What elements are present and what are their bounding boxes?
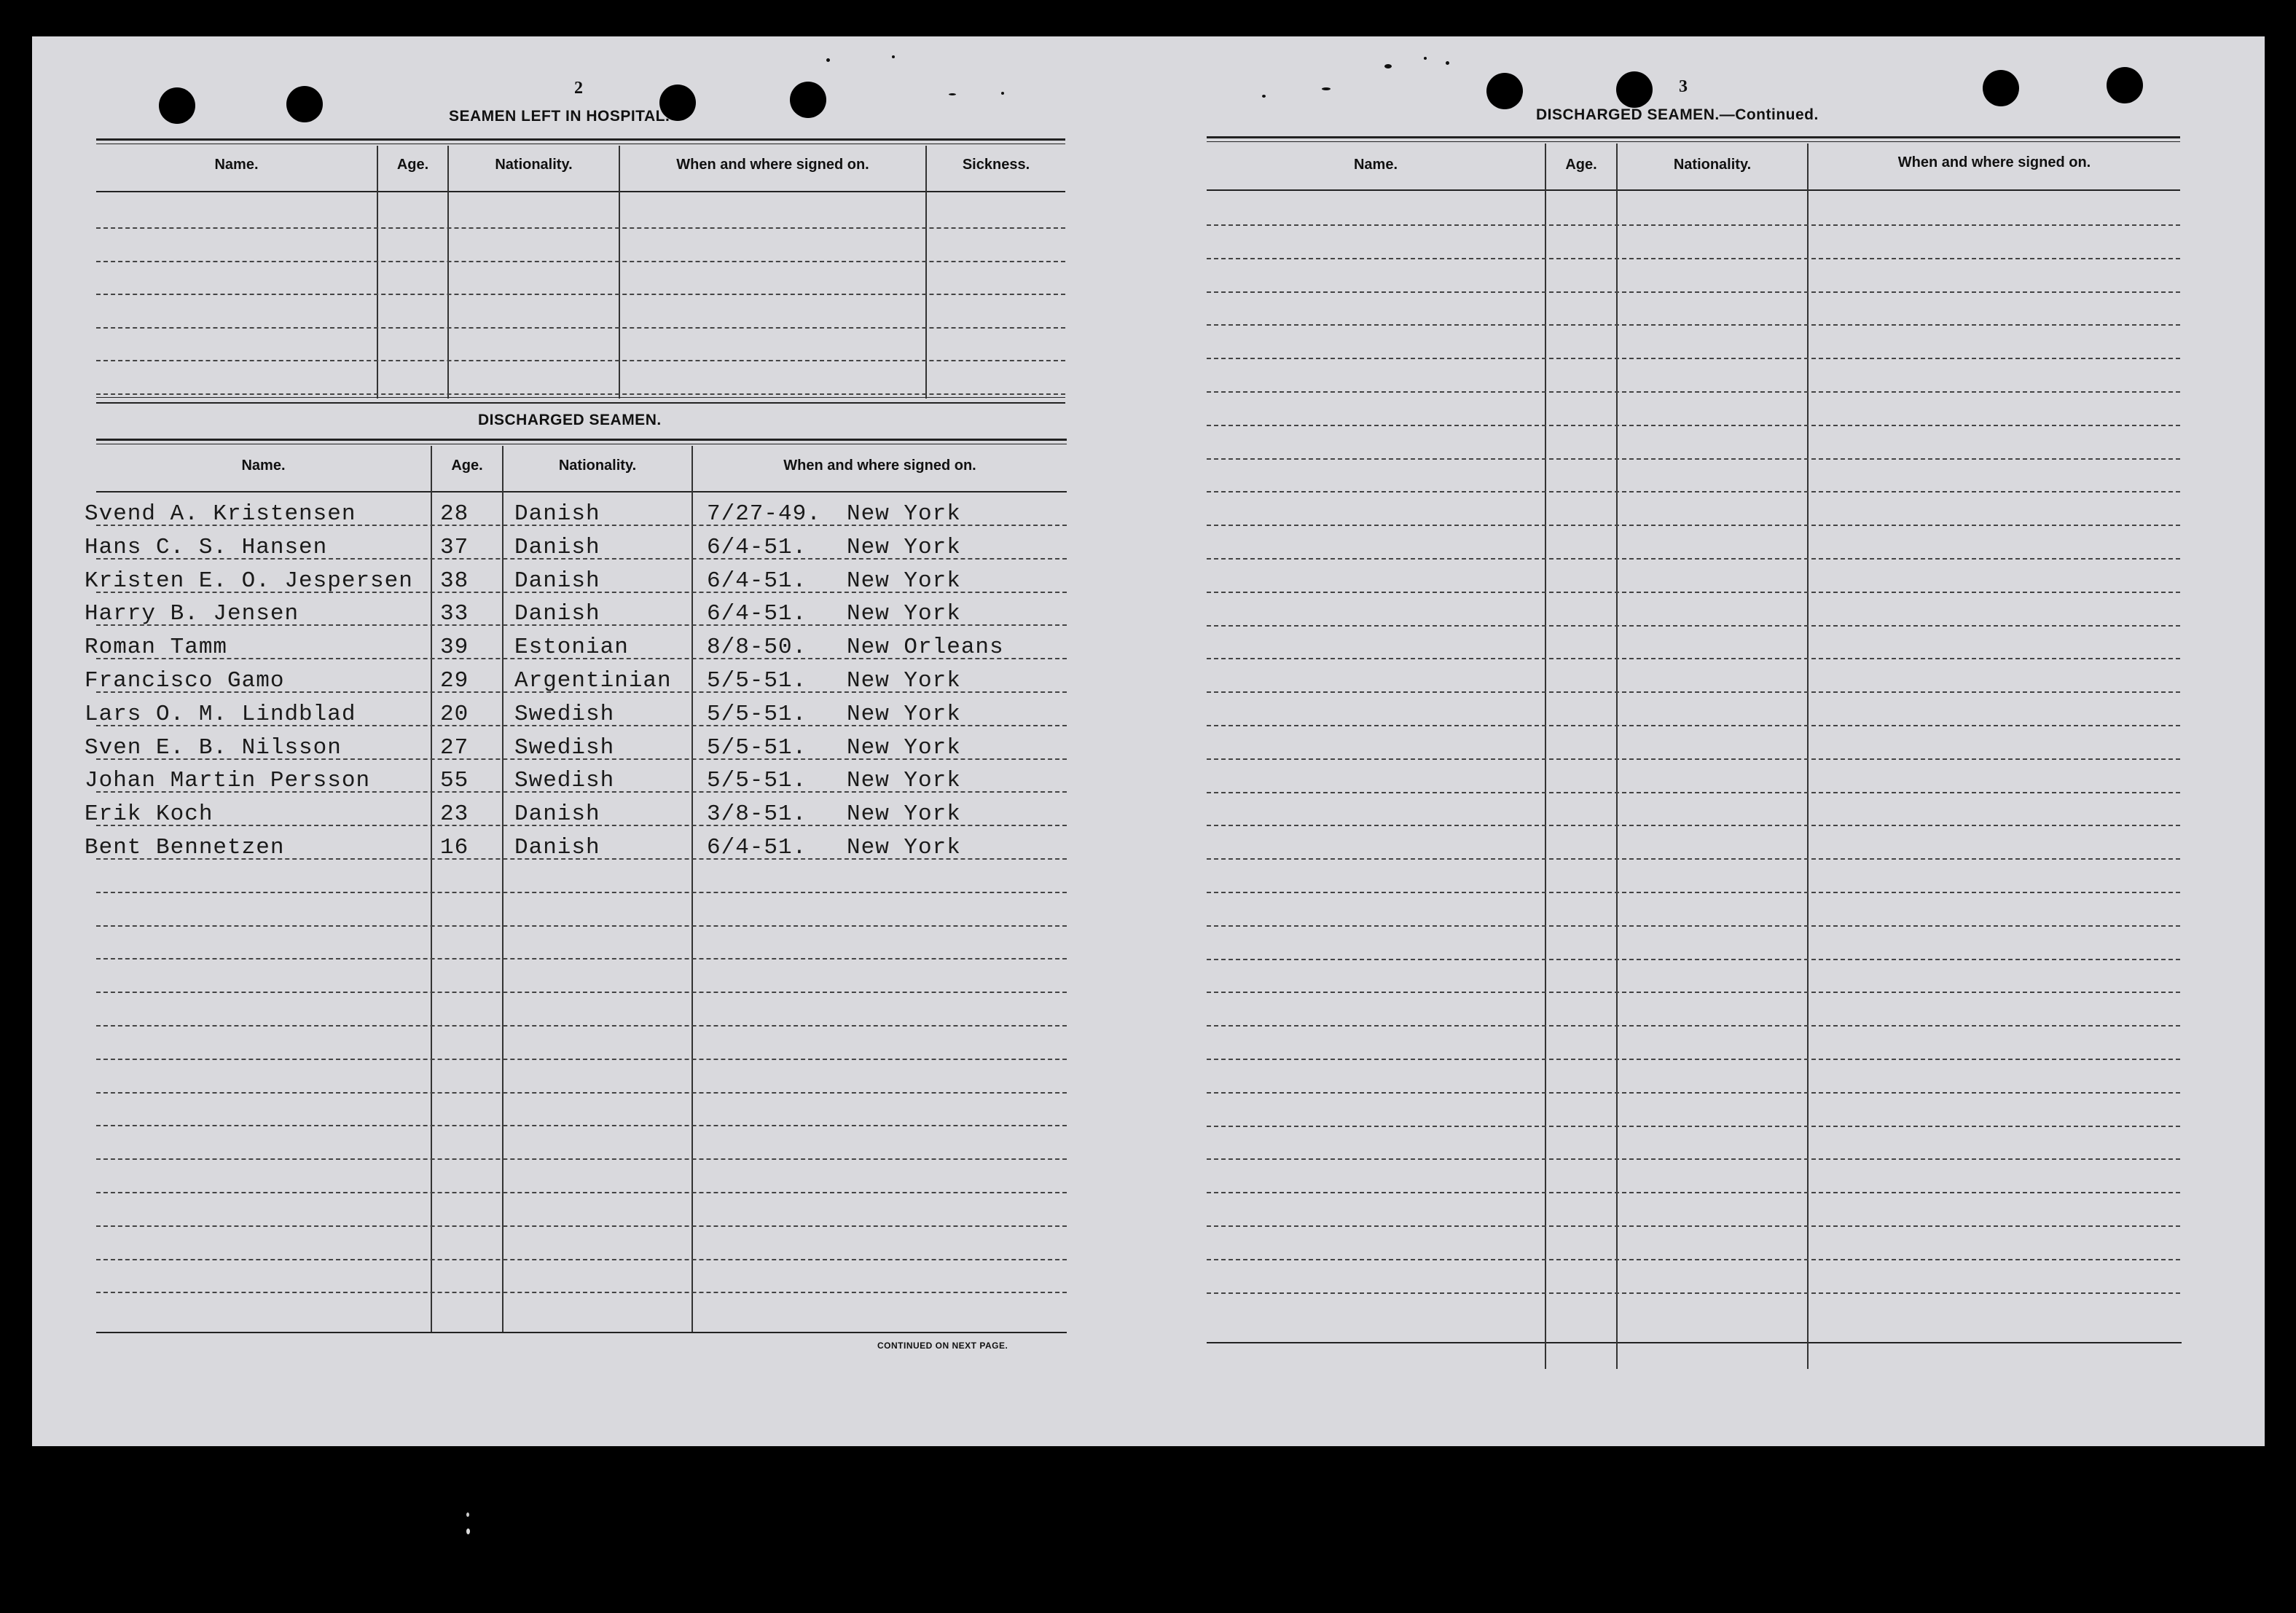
row-line — [1207, 458, 2180, 460]
row-line — [96, 327, 1065, 329]
seaman-name: Harry B. Jensen — [85, 601, 299, 627]
seaman-name: Lars O. M. Lindblad — [85, 701, 356, 727]
seaman-name: Sven E. B. Nilsson — [85, 734, 342, 761]
punch-hole — [1616, 71, 1653, 108]
punch-hole — [2107, 67, 2143, 103]
row-line — [96, 1259, 1067, 1260]
seaman-signed-date: 5/5-51. — [707, 734, 807, 761]
seaman-signed-place: New York — [847, 734, 961, 761]
seaman-age: 55 — [440, 768, 469, 794]
speck — [1322, 87, 1331, 90]
seaman-age: 23 — [440, 801, 469, 828]
row-line — [1207, 725, 2180, 726]
document-sheet — [32, 36, 2265, 1446]
seaman-nationality: Swedish — [514, 734, 615, 761]
seaman-name: Francisco Gamo — [85, 668, 285, 694]
row-line — [96, 1092, 1067, 1094]
row-line — [1207, 658, 2180, 659]
speck — [466, 1512, 469, 1517]
discharged-section-title: DISCHARGED SEAMEN. — [478, 412, 662, 428]
seaman-signed-place: New York — [847, 701, 961, 727]
row-line — [1207, 1192, 2180, 1193]
seaman-signed-date: 6/4-51. — [707, 835, 807, 860]
column-header-nationality: Nationality. — [558, 458, 637, 474]
row-line — [1207, 825, 2180, 826]
seaman-nationality: Argentinian — [514, 668, 672, 694]
seaman-signed-date: 6/4-51. — [707, 601, 807, 627]
seaman-age: 37 — [440, 534, 469, 560]
column-header-name: Name. — [214, 157, 259, 173]
seaman-nationality: Danish — [514, 601, 600, 627]
column-header-nationality: Nationality. — [1673, 157, 1752, 173]
seaman-signed-date: 3/8-51. — [707, 801, 807, 828]
row-line — [1207, 1225, 2180, 1227]
seaman-signed-date: 6/4-51. — [707, 534, 807, 560]
row-line — [1207, 224, 2180, 226]
hospital-section-title: SEAMEN LEFT IN HOSPITAL. — [449, 108, 670, 125]
seaman-age: 38 — [440, 568, 469, 594]
punch-hole — [159, 87, 195, 124]
row-line — [1207, 291, 2180, 293]
seaman-name: Kristen E. O. Jespersen — [85, 568, 413, 594]
row-line — [1207, 892, 2180, 893]
column-divider — [691, 446, 693, 1332]
speck — [826, 58, 830, 62]
rule — [1207, 1342, 2182, 1343]
row-line — [96, 294, 1065, 295]
seaman-signed-place: New York — [847, 601, 961, 627]
seaman-signed-date: 8/8-50. — [707, 635, 807, 661]
row-line — [96, 1059, 1067, 1060]
row-line — [1207, 1092, 2180, 1094]
row-line — [1207, 1025, 2180, 1027]
seaman-age: 33 — [440, 601, 469, 627]
seaman-signed-place: New York — [847, 568, 961, 594]
row-line — [1207, 992, 2180, 993]
row-line — [1207, 558, 2180, 560]
row-line — [1207, 959, 2180, 960]
row-line — [1207, 1259, 2180, 1260]
row-line — [1207, 592, 2180, 593]
seaman-nationality: Danish — [514, 534, 600, 560]
seaman-nationality: Estonian — [514, 635, 629, 661]
rule — [96, 402, 1065, 404]
rule — [96, 138, 1065, 141]
rule — [96, 491, 1067, 492]
row-line — [1207, 358, 2180, 359]
row-line — [1207, 758, 2180, 760]
seaman-age: 20 — [440, 701, 469, 727]
row-line — [1207, 491, 2180, 492]
seaman-age: 16 — [440, 835, 469, 860]
column-divider — [431, 446, 432, 1332]
seaman-signed-date: 5/5-51. — [707, 668, 807, 694]
seaman-signed-date: 6/4-51. — [707, 568, 807, 594]
seaman-nationality: Danish — [514, 501, 600, 527]
row-line — [96, 1192, 1067, 1193]
speck — [1446, 61, 1449, 65]
row-line — [96, 958, 1067, 959]
row-line — [1207, 1292, 2180, 1294]
row-line — [96, 992, 1067, 993]
rule — [1207, 141, 2180, 142]
seaman-name: Bent Bennetzen — [85, 835, 285, 860]
speck — [949, 93, 956, 95]
column-header-age: Age. — [1565, 157, 1597, 173]
speck — [1424, 57, 1427, 60]
row-line — [96, 1158, 1067, 1160]
rule — [96, 1332, 1067, 1333]
row-line — [1207, 324, 2180, 326]
seaman-signed-place: New York — [847, 768, 961, 794]
row-line — [1207, 525, 2180, 526]
row-line — [1207, 425, 2180, 426]
punch-hole — [790, 82, 826, 118]
seaman-name: Hans C. S. Hansen — [85, 534, 328, 560]
row-line — [1207, 625, 2180, 627]
speck — [1001, 92, 1004, 95]
speck — [466, 1528, 470, 1534]
seaman-signed-place: New York — [847, 801, 961, 828]
row-line — [96, 227, 1065, 229]
row-line — [1207, 691, 2180, 693]
row-line — [96, 1125, 1067, 1126]
column-header-sickness: Sickness. — [962, 157, 1030, 173]
column-divider — [502, 446, 504, 1332]
column-divider — [1616, 144, 1618, 1369]
row-line — [1207, 258, 2180, 259]
seaman-signed-place: New York — [847, 534, 961, 560]
seaman-nationality: Swedish — [514, 768, 615, 794]
row-line — [1207, 1158, 2180, 1160]
rule — [1207, 189, 2180, 191]
row-line — [96, 261, 1065, 262]
seaman-age: 29 — [440, 668, 469, 694]
seaman-name: Svend A. Kristensen — [85, 501, 356, 527]
seaman-signed-date: 7/27-49. — [707, 501, 821, 527]
row-line — [96, 1292, 1067, 1293]
column-header-name: Name. — [1353, 157, 1398, 173]
seaman-signed-place: New York — [847, 835, 961, 860]
row-line — [1207, 858, 2180, 860]
row-line — [1207, 391, 2180, 393]
rule — [96, 439, 1067, 441]
row-line — [1207, 925, 2180, 927]
seaman-signed-place: New Orleans — [847, 635, 1004, 661]
seaman-name: Erik Koch — [85, 801, 213, 828]
column-header-signed-on: When and where signed on. — [1897, 154, 2091, 170]
speck — [1262, 95, 1266, 98]
row-line — [96, 1025, 1067, 1027]
column-header-nationality: Nationality. — [495, 157, 573, 173]
speck — [1384, 64, 1392, 68]
column-divider — [1807, 144, 1809, 1369]
row-line — [1207, 792, 2180, 793]
punch-hole — [286, 86, 323, 122]
column-divider — [1545, 144, 1546, 1369]
seaman-nationality: Danish — [514, 835, 600, 860]
rule — [96, 397, 1065, 398]
continued-note: CONTINUED ON NEXT PAGE. — [877, 1341, 1008, 1351]
row-line — [96, 360, 1065, 361]
row-line — [1207, 1126, 2180, 1127]
speck — [892, 55, 895, 58]
seaman-signed-date: 5/5-51. — [707, 768, 807, 794]
right-section-title: DISCHARGED SEAMEN.—Continued. — [1536, 106, 1819, 123]
seaman-nationality: Danish — [514, 568, 600, 594]
row-line — [1207, 1059, 2180, 1060]
row-line — [96, 892, 1067, 893]
row-line — [96, 925, 1067, 927]
page-number: 3 — [1679, 77, 1688, 96]
seaman-name: Roman Tamm — [85, 635, 228, 661]
seaman-age: 27 — [440, 734, 469, 761]
column-header-signed-on: When and where signed on. — [676, 157, 869, 173]
column-header-age: Age. — [396, 157, 429, 173]
seaman-age: 28 — [440, 501, 469, 527]
column-header-name: Name. — [241, 458, 286, 474]
row-line — [96, 393, 1065, 395]
punch-hole — [1983, 70, 2019, 106]
column-header-age: Age. — [451, 458, 483, 474]
column-header-signed-on: When and where signed on. — [783, 458, 976, 474]
row-line — [96, 1225, 1067, 1227]
seaman-nationality: Danish — [514, 801, 600, 828]
page-number: 2 — [574, 79, 583, 98]
rule — [96, 191, 1065, 192]
seaman-name: Johan Martin Persson — [85, 768, 371, 794]
seaman-age: 39 — [440, 635, 469, 661]
seaman-signed-place: New York — [847, 668, 961, 694]
seaman-signed-place: New York — [847, 501, 961, 527]
seaman-signed-date: 5/5-51. — [707, 701, 807, 727]
seaman-nationality: Swedish — [514, 701, 615, 727]
punch-hole — [1486, 73, 1523, 109]
rule — [1207, 136, 2180, 138]
